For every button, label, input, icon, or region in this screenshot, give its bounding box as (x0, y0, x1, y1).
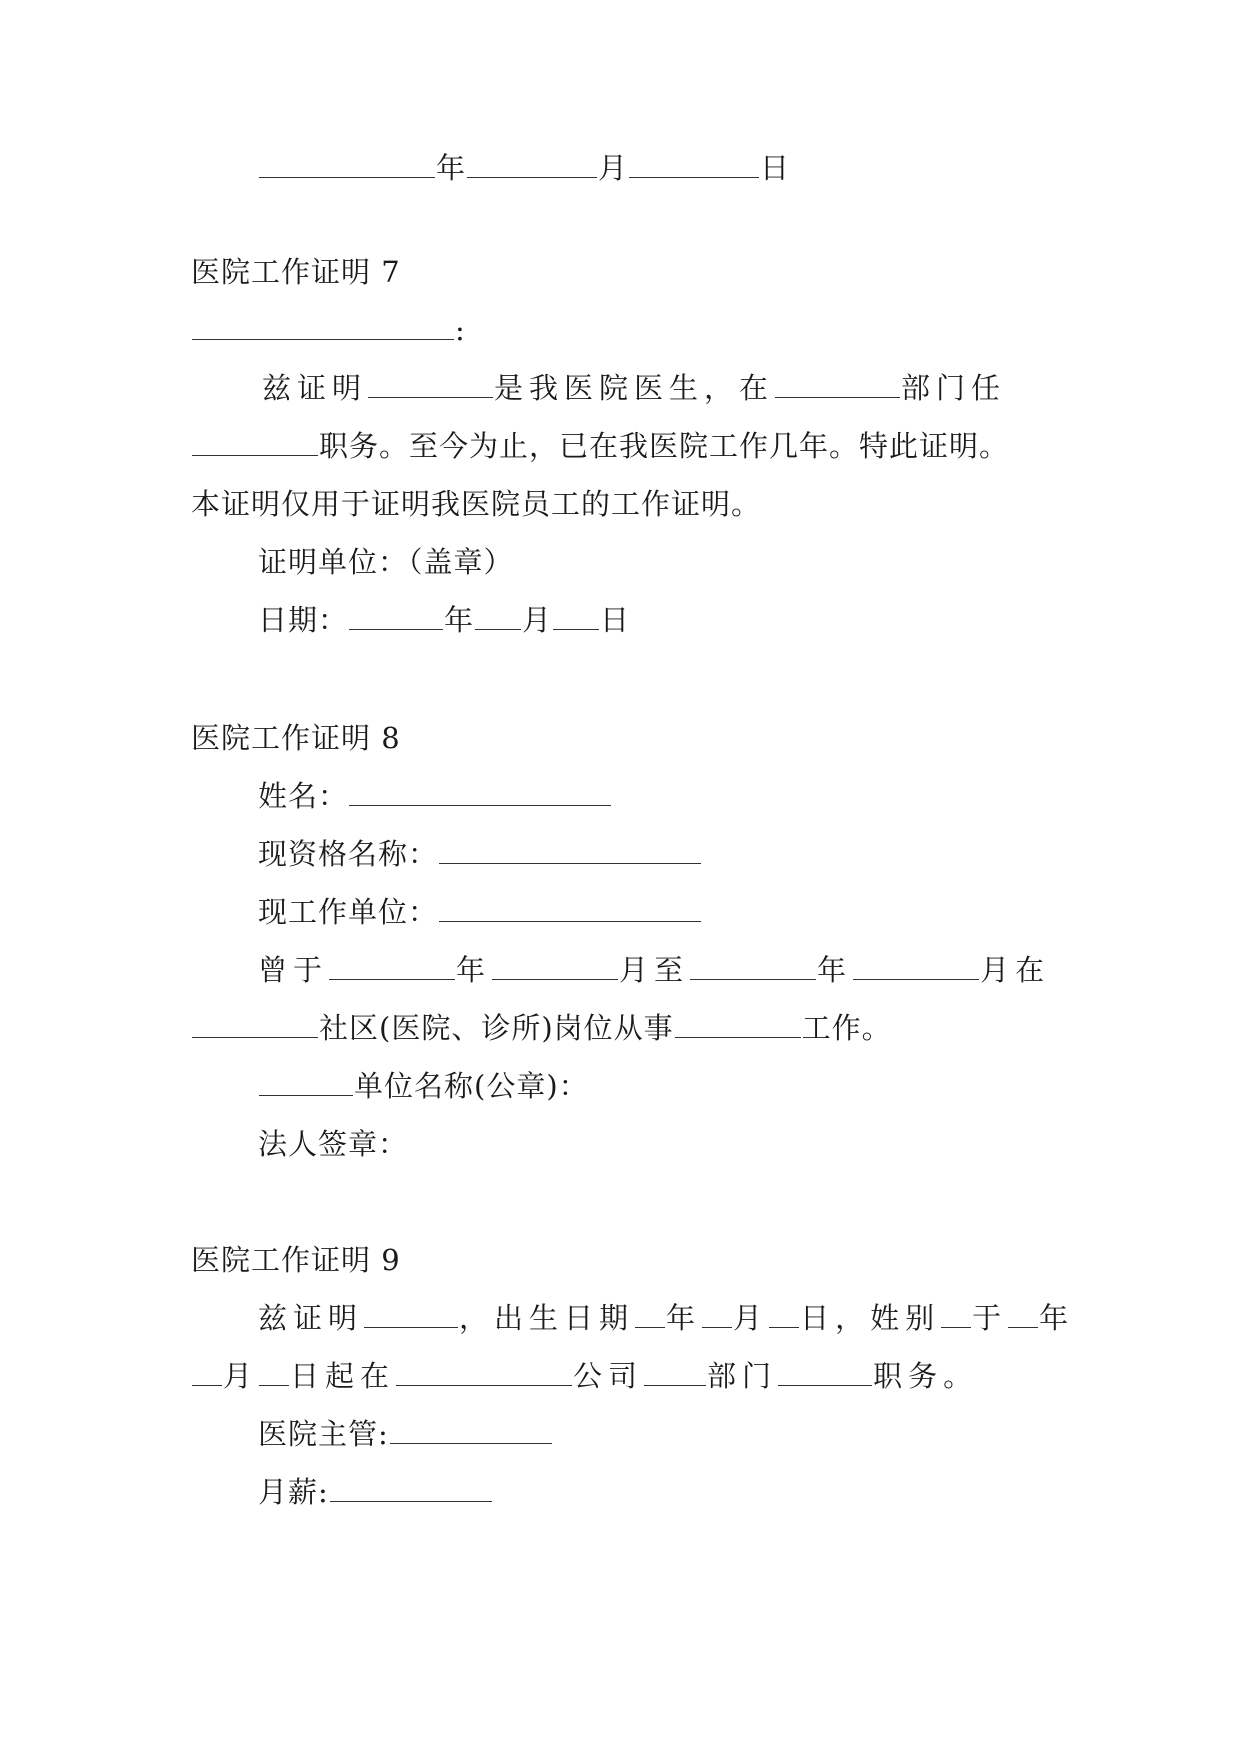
s9-para2 (191, 1356, 1241, 1396)
text: 部门 (707, 1359, 778, 1393)
text: 年 (1039, 1301, 1075, 1335)
recipient-line (191, 310, 1241, 350)
blank-field[interactable] (629, 151, 759, 178)
text: 月在 (980, 953, 1051, 987)
blank-field[interactable] (775, 371, 900, 398)
text: 工作。 (801, 1011, 892, 1045)
section-title-8: 医院工作证明 8 (191, 721, 401, 755)
blank-field[interactable] (192, 1359, 222, 1386)
section-title-9: 医院工作证明 9 (191, 1243, 401, 1277)
s7-date (258, 600, 1241, 640)
text: 姓名： (258, 779, 349, 813)
text: 部门任 (901, 371, 1007, 405)
s7-para3: 本证明仅用于证明我医院员工的工作证明。 (191, 487, 762, 521)
text: 兹证明 (262, 371, 368, 405)
text: 日期： (258, 603, 349, 637)
text: 现工作单位： (258, 895, 439, 929)
text: 月 (522, 603, 553, 637)
s9-supervisor (258, 1414, 1241, 1454)
section-title-7: 医院工作证明 7 (191, 255, 401, 289)
blank-field[interactable] (330, 1475, 492, 1502)
blank-field[interactable] (192, 313, 454, 340)
text: 现资格名称： (258, 837, 439, 871)
day-label: 日 (760, 151, 791, 185)
blank-field[interactable] (349, 603, 443, 630)
blank-field[interactable] (675, 1011, 801, 1038)
blank-field[interactable] (635, 1301, 665, 1328)
s7-para1 (262, 368, 1241, 408)
blank-field[interactable] (1008, 1301, 1038, 1328)
month-label: 月 (598, 151, 629, 185)
blank-field[interactable] (390, 1417, 552, 1444)
blank-field[interactable] (439, 837, 701, 864)
text: 社区(医院、诊所)岗位从事 (319, 1011, 674, 1045)
text: 单位名称(公章)： (354, 1069, 589, 1103)
blank-field[interactable] (364, 1301, 458, 1328)
text: 日起在 (290, 1359, 396, 1393)
text: ，出生日期 (459, 1301, 635, 1335)
blank-field[interactable] (690, 953, 816, 980)
text: 年 (444, 603, 475, 637)
text: 兹证明 (258, 1301, 364, 1335)
top-date-line (258, 148, 1241, 188)
s8-name (258, 776, 1241, 816)
s9-para1 (258, 1298, 1241, 1338)
text: 月 (223, 1359, 259, 1393)
s7-para2 (191, 426, 1241, 466)
s7-unit: 证明单位：（盖章） (258, 545, 514, 579)
text: 医院主管: (258, 1417, 389, 1451)
text: 年 (456, 953, 492, 987)
text: 日，姓别 (800, 1301, 941, 1335)
text: 曾于 (258, 953, 329, 987)
blank-field[interactable] (769, 1301, 799, 1328)
blank-field[interactable] (467, 151, 597, 178)
blank-field[interactable] (778, 1359, 872, 1386)
text: 公司 (573, 1359, 644, 1393)
blank-field[interactable] (368, 371, 493, 398)
blank-field[interactable] (475, 603, 521, 630)
text: 月 (733, 1301, 769, 1335)
blank-field[interactable] (644, 1359, 706, 1386)
s8-history (258, 950, 1241, 990)
blank-field[interactable] (259, 1069, 353, 1096)
blank-field[interactable] (853, 953, 979, 980)
blank-field[interactable] (492, 953, 618, 980)
text: 于 (972, 1301, 1008, 1335)
blank-field[interactable] (192, 429, 318, 456)
text: 职务。至今为止，已在我医院工作几年。特此证明。 (319, 429, 1010, 463)
s8-work (258, 892, 1241, 932)
blank-field[interactable] (941, 1301, 971, 1328)
blank-field[interactable] (439, 895, 701, 922)
text: 日 (600, 603, 631, 637)
blank-field[interactable] (259, 151, 435, 178)
year-label: 年 (436, 151, 467, 185)
text: 年 (817, 953, 853, 987)
text: 是我医院医生，在 (494, 371, 775, 405)
blank-field[interactable] (329, 953, 455, 980)
blank-field[interactable] (259, 1359, 289, 1386)
s8-unit-name (258, 1066, 1241, 1106)
text: 月至 (619, 953, 690, 987)
text: 月薪: (258, 1475, 329, 1509)
text: 职务。 (873, 1359, 979, 1393)
s9-salary (258, 1472, 1241, 1512)
blank-field[interactable] (553, 603, 599, 630)
colon: : (455, 313, 466, 347)
blank-field[interactable] (396, 1359, 572, 1386)
s8-legal: 法人签章： (258, 1127, 409, 1161)
s8-community (191, 1008, 1241, 1048)
blank-field[interactable] (192, 1011, 318, 1038)
blank-field[interactable] (349, 779, 611, 806)
s8-qual (258, 834, 1241, 874)
text: 年 (666, 1301, 702, 1335)
blank-field[interactable] (702, 1301, 732, 1328)
